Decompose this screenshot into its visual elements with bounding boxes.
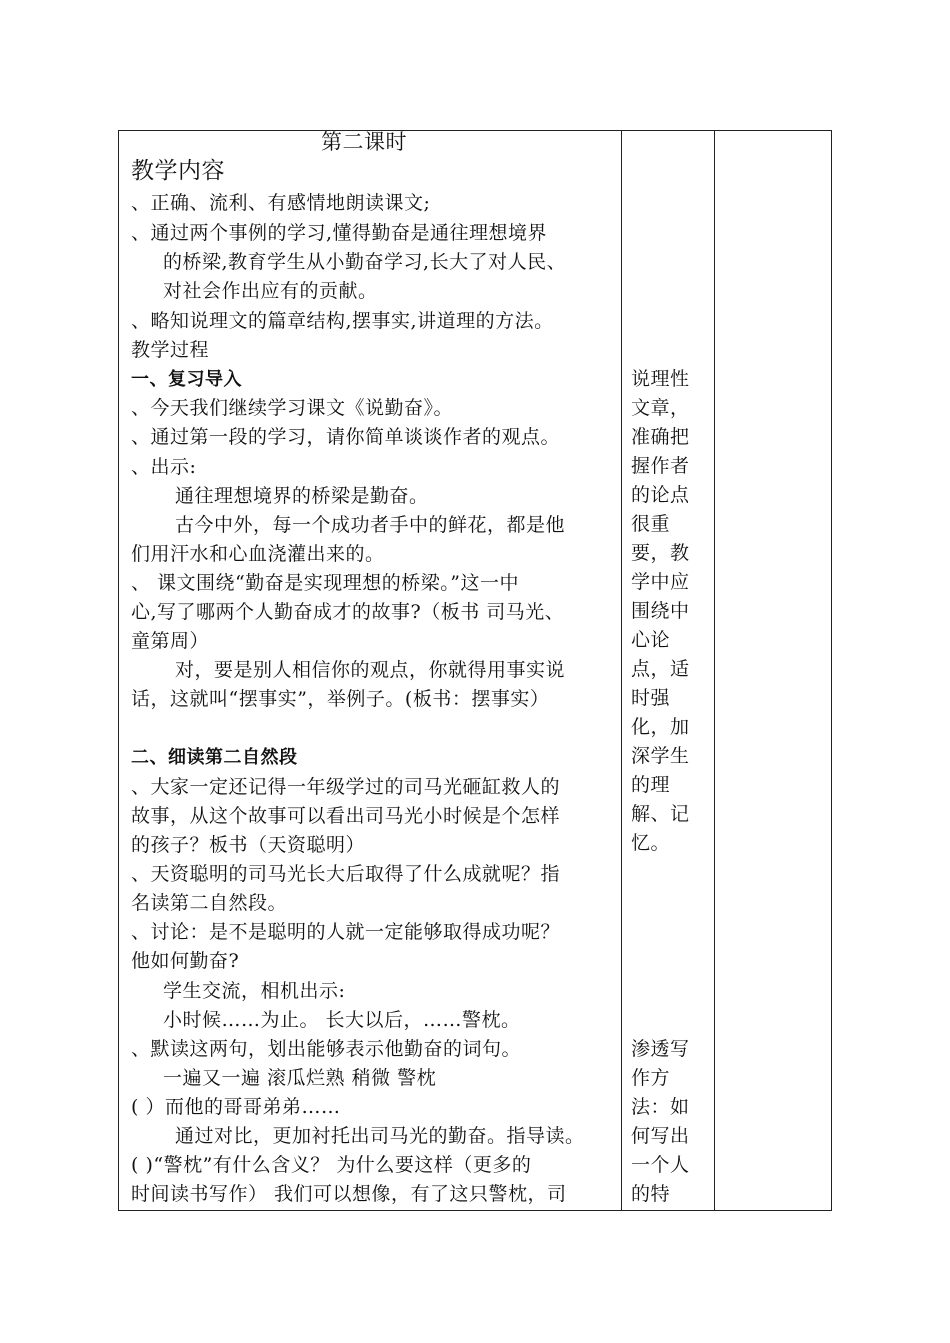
- note-line: 很重: [631, 513, 671, 535]
- note-line: 要，教: [631, 542, 690, 564]
- note-line: 的论点: [631, 484, 690, 506]
- text-line: 的桥梁,教育学生从小勤奋学习,长大了对人民、: [163, 251, 567, 273]
- note-line: 渗透写: [631, 1038, 690, 1060]
- note-line: 的特: [631, 1183, 671, 1205]
- note-line: 围绕中: [631, 600, 690, 622]
- text-line: 、讨论：是不是聪明的人就一定能够取得成功呢？: [131, 921, 561, 943]
- text-line: 童第周）: [131, 630, 210, 652]
- text-line: 、默读这两句，划出能够表示他勤奋的词句。: [131, 1038, 522, 1060]
- column-divider: [621, 131, 622, 1210]
- text-line: 、通过两个事例的学习,懂得勤奋是通往理想境界: [131, 222, 548, 244]
- text-line: 、正确、流利、有感情地朗读课文;: [131, 192, 431, 214]
- text-line: 们用汗水和心血浇灌出来的。: [131, 543, 385, 565]
- note-line: 忆。: [631, 832, 671, 854]
- text-line: 心,写了哪两个人勤奋成才的故事?（板书 司马光、: [131, 601, 565, 623]
- text-line: 时间读书写作） 我们可以想像，有了这只警枕，司: [131, 1183, 567, 1205]
- text-line: 学生交流，相机出示:: [163, 980, 346, 1002]
- section-heading: 一、复习导入: [131, 369, 242, 390]
- text-line: 、略知说理文的篇章结构,摆事实,讲道理的方法。: [131, 310, 554, 332]
- note-line: 准确把: [631, 426, 690, 448]
- text-line: ( )“警枕”有什么含义？ 为什么要这样（更多的: [131, 1154, 532, 1176]
- text-line: 、出示:: [131, 456, 197, 478]
- note-line: 法：如: [631, 1096, 690, 1118]
- text-line: 名读第二自然段。: [131, 892, 288, 914]
- note-line: 说理性: [631, 368, 690, 390]
- note-line: 解、记: [631, 803, 690, 825]
- text-line: 、通过第一段的学习，请你简单谈谈作者的观点。: [131, 426, 561, 448]
- note-line: 的理: [631, 774, 671, 796]
- text-line: 一遍又一遍 滚瓜烂熟 稍微 警枕: [163, 1067, 437, 1089]
- text-line: 他如何勤奋?: [131, 950, 240, 972]
- note-line: 学中应: [631, 571, 690, 593]
- text-line: 、天资聪明的司马光长大后取得了什么成就呢？指: [131, 863, 561, 885]
- section-heading: 教学过程: [131, 339, 210, 361]
- note-line: 化，加: [631, 716, 690, 738]
- section-heading: 教学内容: [131, 158, 225, 184]
- text-line: 、今天我们继续学习课文《说勤奋》。: [131, 397, 454, 419]
- text-line: ( ）而他的哥哥弟弟……: [131, 1096, 341, 1118]
- text-line: 通往理想境界的桥梁是勤奋。: [175, 485, 429, 507]
- note-line: 时强: [631, 687, 671, 709]
- note-line: 心论: [631, 629, 671, 651]
- note-line: 何写出: [631, 1125, 690, 1147]
- note-line: 文章，: [631, 397, 690, 419]
- text-line: 、 课文围绕“勤奋是实现理想的桥梁。”这一中: [131, 572, 519, 594]
- note-line: 作方: [631, 1067, 671, 1089]
- section-heading: 二、细读第二自然段: [131, 747, 298, 768]
- text-line: 的孩子？板书（天资聪明）: [131, 834, 366, 856]
- text-line: 对，要是别人相信你的观点，你就得用事实说: [175, 659, 566, 681]
- text-line: 古今中外，每一个成功者手中的鲜花，都是他: [175, 514, 566, 536]
- text-line: 通过对比，更加衬托出司马光的勤奋。指导读。: [175, 1125, 585, 1147]
- column-divider: [714, 131, 715, 1210]
- lesson-title: 第二课时: [321, 130, 407, 154]
- lesson-plan-table: [118, 130, 832, 1211]
- text-line: 话，这就叫“摆事实”，举例子。(板书：摆事实）: [131, 688, 550, 710]
- note-line: 握作者: [631, 455, 690, 477]
- text-line: 对社会作出应有的贡献。: [163, 280, 378, 302]
- note-line: 点，适: [631, 658, 690, 680]
- text-line: 、大家一定还记得一年级学过的司马光砸缸救人的: [131, 776, 561, 798]
- text-line: 故事，从这个故事可以看出司马光小时候是个怎样: [131, 805, 561, 827]
- note-line: 一个人: [631, 1154, 690, 1176]
- note-line: 深学生: [631, 745, 690, 767]
- text-line: 小时候……为止。 长大以后，……警枕。: [163, 1009, 521, 1031]
